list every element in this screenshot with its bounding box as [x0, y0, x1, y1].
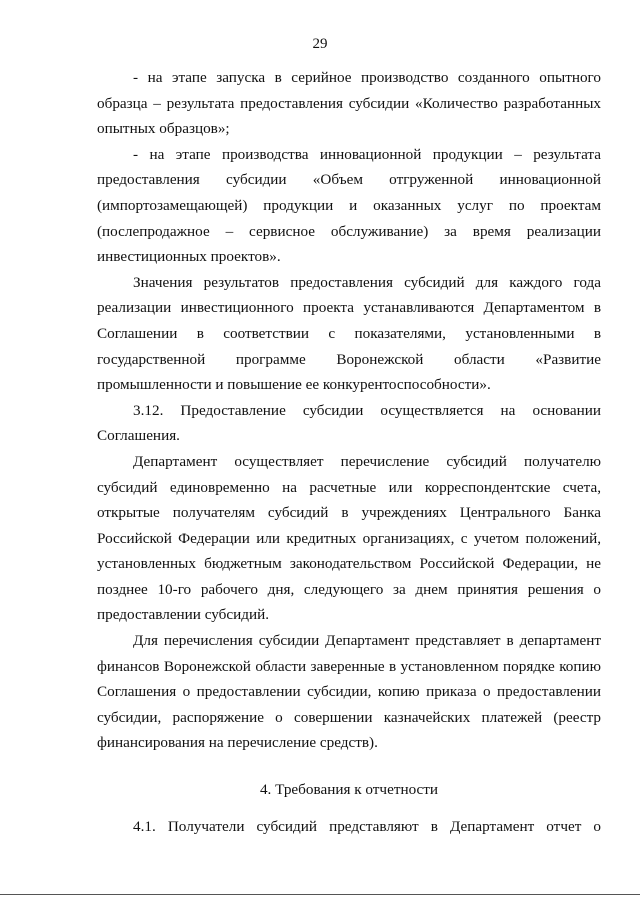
page-number: 29 [312, 36, 328, 52]
paragraph-finance-department: Для перечисления субсидии Департамент представляет в департамент финансов Воронежской области заверенные в установленном порядке копию Соглашения о предоставлении субсидии, копию приказа о предоставлении субсидии, распоряжение о совершении казначейских платежей (реестр финансирования на перечисление средств). [97, 632, 601, 752]
paragraph-3-12: 3.12. Предоставление субсидии осуществляется на основании Соглашения. [97, 401, 601, 445]
paragraph-launch-stage: - на этапе запуска в серийное производство созданного опытного образца – результата предоставления субсидии «Количество разработанных опытных образцов»; [97, 69, 601, 138]
section-heading: 4. Требования к отчетности [259, 781, 439, 799]
paragraph-4-1: 4.1. Получатели субсидий представляют в Департамент отчет о [133, 817, 601, 835]
paragraph-result-values: Значения результатов предоставления субсидий для каждого года реализации инвестиционного проекта устанавливаются Департаментом в Соглашении в соответствии с показателями, установленными в государственной программе Воронежской области «Развитие промышленности и повышение ее конкурентоспособности». [97, 273, 601, 394]
document-body [97, 65, 601, 839]
paragraph-production-stage: - на этапе производства инновационной продукции – результата предоставления субсидии «Объем отгруженной инновационной (импортозамещающей) продукции и оказанных услуг по проектам (послепродажное – сервисное обслуживание) за время реализации инвестиционных проектов». [97, 145, 601, 266]
paragraph-transfer: Департамент осуществляет перечисление субсидий получателю субсидий единовременно на расчетные или корреспондентские счета, открытые получателям субсидий в учреждениях Центрального Банка Российской Федерации или кредитных организациях, с учетом положений, установленных бюджетным законодательством Российской Федерации, не позднее 10-го рабочего дня, следующего за днем принятия решения о предоставлении субсидий. [97, 452, 601, 624]
bottom-rule [0, 894, 640, 895]
